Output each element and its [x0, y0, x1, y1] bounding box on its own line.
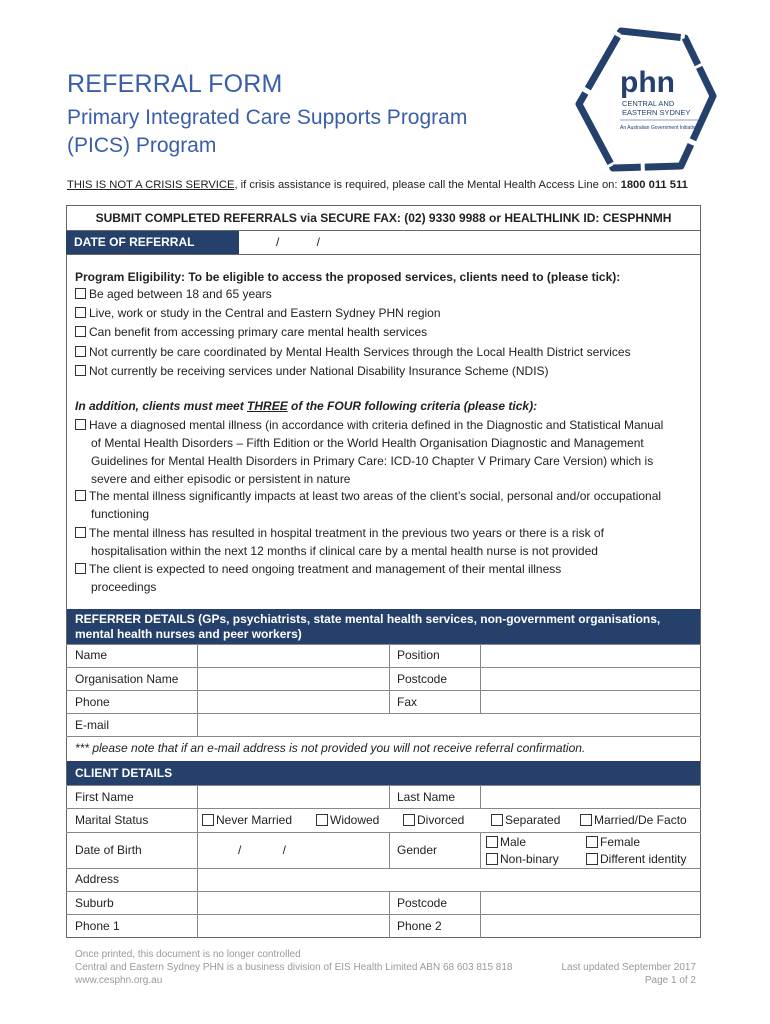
crisis-notice — [67, 179, 688, 191]
form-subtitle — [67, 104, 467, 160]
checkbox[interactable] — [486, 836, 498, 848]
criterion-text: functioning — [91, 507, 150, 521]
logo-line-1: CENTRAL AND — [622, 99, 675, 108]
checkbox[interactable] — [580, 814, 592, 826]
marital-option-label: Separated — [505, 813, 561, 827]
logo-line-2: EASTERN SYDNEY — [622, 108, 691, 117]
client-address-label: Address — [75, 872, 120, 886]
referrer-org-label: Organisation Name — [75, 672, 179, 686]
checkbox[interactable] — [403, 814, 415, 826]
logo-phn-text: phn — [620, 66, 675, 99]
form-title: REFERRAL FORM — [67, 70, 283, 98]
eligibility-item-label: Live, work or study in the Central and Eastern Sydney PHN region — [89, 306, 441, 320]
crisis-underlined: THIS IS NOT A CRISIS SERVICE — [67, 179, 235, 191]
footer-line-1: Once printed, this document is no longer controlled — [75, 949, 301, 960]
client-suburb-label: Suburb — [75, 896, 114, 910]
referrer-phone-label: Phone — [75, 695, 110, 709]
criterion-text: proceedings — [91, 580, 157, 594]
marital-option-label: Never Married — [216, 813, 293, 827]
checkbox[interactable] — [202, 814, 214, 826]
checkbox[interactable] — [75, 419, 86, 430]
referrer-position-label: Position — [397, 648, 440, 662]
client-marital-label: Marital Status — [75, 813, 149, 827]
client-dob-field[interactable]: / / — [238, 843, 287, 857]
client-gender-label: Gender — [397, 843, 438, 857]
referrer-heading-line-1: REFERRER DETAILS (GPs, psychiatrists, state mental health services, non-government organisations, — [75, 612, 661, 626]
criterion-text: of Mental Health Disorders – Fifth Edition or the World Health Organisation Diagnostic and Management — [91, 436, 644, 450]
marital-option — [316, 813, 379, 827]
gender-option-label: Different identity — [600, 852, 687, 866]
marital-option-label: Widowed — [330, 813, 380, 827]
eligibility-item-label: Not currently be care coordinated by Mental Health Services through the Local Health District services — [89, 345, 631, 359]
criteria-heading-emph: THREE — [247, 399, 288, 413]
crisis-number: 1800 011 511 — [620, 179, 688, 191]
marital-option — [403, 813, 464, 827]
gender-option-label: Non-binary — [500, 852, 559, 866]
criterion-text: severe and either episodic or persistent in nature — [91, 472, 351, 486]
client-first-name-label: First Name — [75, 790, 134, 804]
checkbox[interactable] — [75, 307, 86, 318]
referrer-details-heading — [67, 609, 700, 644]
client-dob-label: Date of Birth — [75, 843, 142, 857]
logo-tagline: An Australian Government Initiative — [620, 125, 699, 131]
checkbox[interactable] — [316, 814, 328, 826]
checkbox[interactable] — [75, 563, 86, 574]
gender-option-label: Female — [600, 835, 641, 849]
criteria-heading-pre: In addition, clients must meet — [75, 399, 248, 413]
marital-option — [491, 813, 560, 827]
footer-line-2: Central and Eastern Sydney PHN is a business division of EIS Health Limited ABN 68 603 815 818 — [75, 962, 513, 973]
marital-option-label: Married/De Facto — [594, 813, 687, 827]
client-last-name-label: Last Name — [397, 790, 456, 804]
referrer-name-label: Name — [75, 648, 108, 662]
marital-option — [580, 813, 687, 827]
referrer-postcode-label: Postcode — [397, 672, 448, 686]
marital-option — [202, 813, 292, 827]
referrer-email-label: E-mail — [75, 718, 110, 732]
marital-option-label: Divorced — [417, 813, 465, 827]
criteria-heading-post: of the FOUR following criteria (please tick): — [287, 399, 538, 413]
crisis-text: , if crisis assistance is required, please call the Mental Health Access Line on: — [234, 179, 621, 191]
gender-option — [486, 835, 526, 849]
gender-option — [486, 852, 559, 866]
client-details-heading: CLIENT DETAILS — [67, 761, 700, 785]
client-postcode-label: Postcode — [397, 896, 448, 910]
criterion-text: The mental illness significantly impacts at least two areas of the client’s social, personal and/or occupational — [89, 489, 662, 503]
client-phone1-label: Phone 1 — [75, 919, 120, 933]
checkbox[interactable] — [75, 365, 86, 376]
email-note: *** please note that if an e-mail address is not provided you will not receive referral confirmation. — [75, 741, 586, 755]
checkbox[interactable] — [75, 346, 86, 357]
footer-right — [561, 961, 696, 987]
criterion-text: Guidelines for Mental Health Disorders in Primary Care: ICD-10 Chapter V Primary Care Version) which is — [91, 454, 654, 468]
eligibility-item — [75, 362, 549, 381]
eligibility-item — [75, 285, 272, 304]
referrer-fax-label: Fax — [397, 695, 418, 709]
criterion-3 — [75, 524, 695, 560]
date-of-referral-row — [66, 231, 701, 255]
criterion-text: The mental illness has resulted in hospital treatment in the previous two years or there is a risk of — [89, 526, 604, 540]
referrer-heading-line-2: mental health nurses and peer workers) — [75, 627, 302, 641]
criterion-1 — [75, 416, 695, 488]
eligibility-item-label: Be aged between 18 and 65 years — [89, 287, 272, 301]
checkbox[interactable] — [586, 836, 598, 848]
phn-logo — [573, 26, 718, 176]
criterion-text: Have a diagnosed mental illness (in accordance with criteria defined in the Diagnostic and Statistical Manual — [89, 418, 664, 432]
criterion-text: The client is expected to need ongoing treatment and management of their mental illness — [89, 562, 562, 576]
criterion-text: hospitalisation within the next 12 months if clinical care by a mental health nurse is not provided — [91, 544, 598, 558]
gender-option — [586, 835, 640, 849]
footer-updated: Last updated September 2017 — [561, 962, 696, 973]
eligibility-item — [75, 323, 427, 342]
subtitle-line-1: Primary Integrated Care Supports Program — [67, 106, 468, 129]
eligibility-item-label: Can benefit from accessing primary care mental health services — [89, 325, 428, 339]
gender-option-label: Male — [500, 835, 527, 849]
criterion-2 — [75, 487, 695, 523]
checkbox[interactable] — [75, 288, 86, 299]
footer-website-link[interactable]: www.cesphn.org.au — [75, 975, 163, 986]
criterion-4 — [75, 560, 695, 596]
eligibility-item-label: Not currently be receiving services under National Disability Insurance Scheme (NDIS) — [89, 364, 549, 378]
checkbox[interactable] — [75, 326, 86, 337]
eligibility-item — [75, 304, 441, 323]
footer-page-number: Page 1 of 2 — [644, 975, 696, 986]
date-of-referral-label: DATE OF REFERRAL — [66, 231, 239, 254]
checkbox[interactable] — [586, 853, 598, 865]
gender-option — [586, 852, 687, 866]
subtitle-line-2: (PICS) Program — [67, 134, 217, 157]
submit-banner: SUBMIT COMPLETED REFERRALS via SECURE FAX: (02) 9330 9988 or HEALTHLINK ID: CESPHNMH — [66, 205, 701, 231]
eligibility-item — [75, 343, 631, 362]
client-phone2-label: Phone 2 — [397, 919, 442, 933]
checkbox[interactable] — [486, 853, 498, 865]
eligibility-heading: Program Eligibility: To be eligible to access the proposed services, clients need to (please tick): — [75, 270, 621, 284]
checkbox[interactable] — [491, 814, 503, 826]
checkbox[interactable] — [75, 490, 86, 501]
checkbox[interactable] — [75, 527, 86, 538]
date-of-referral-field[interactable]: / / — [276, 235, 321, 249]
criteria-heading — [75, 399, 537, 413]
footer-left — [75, 948, 512, 987]
